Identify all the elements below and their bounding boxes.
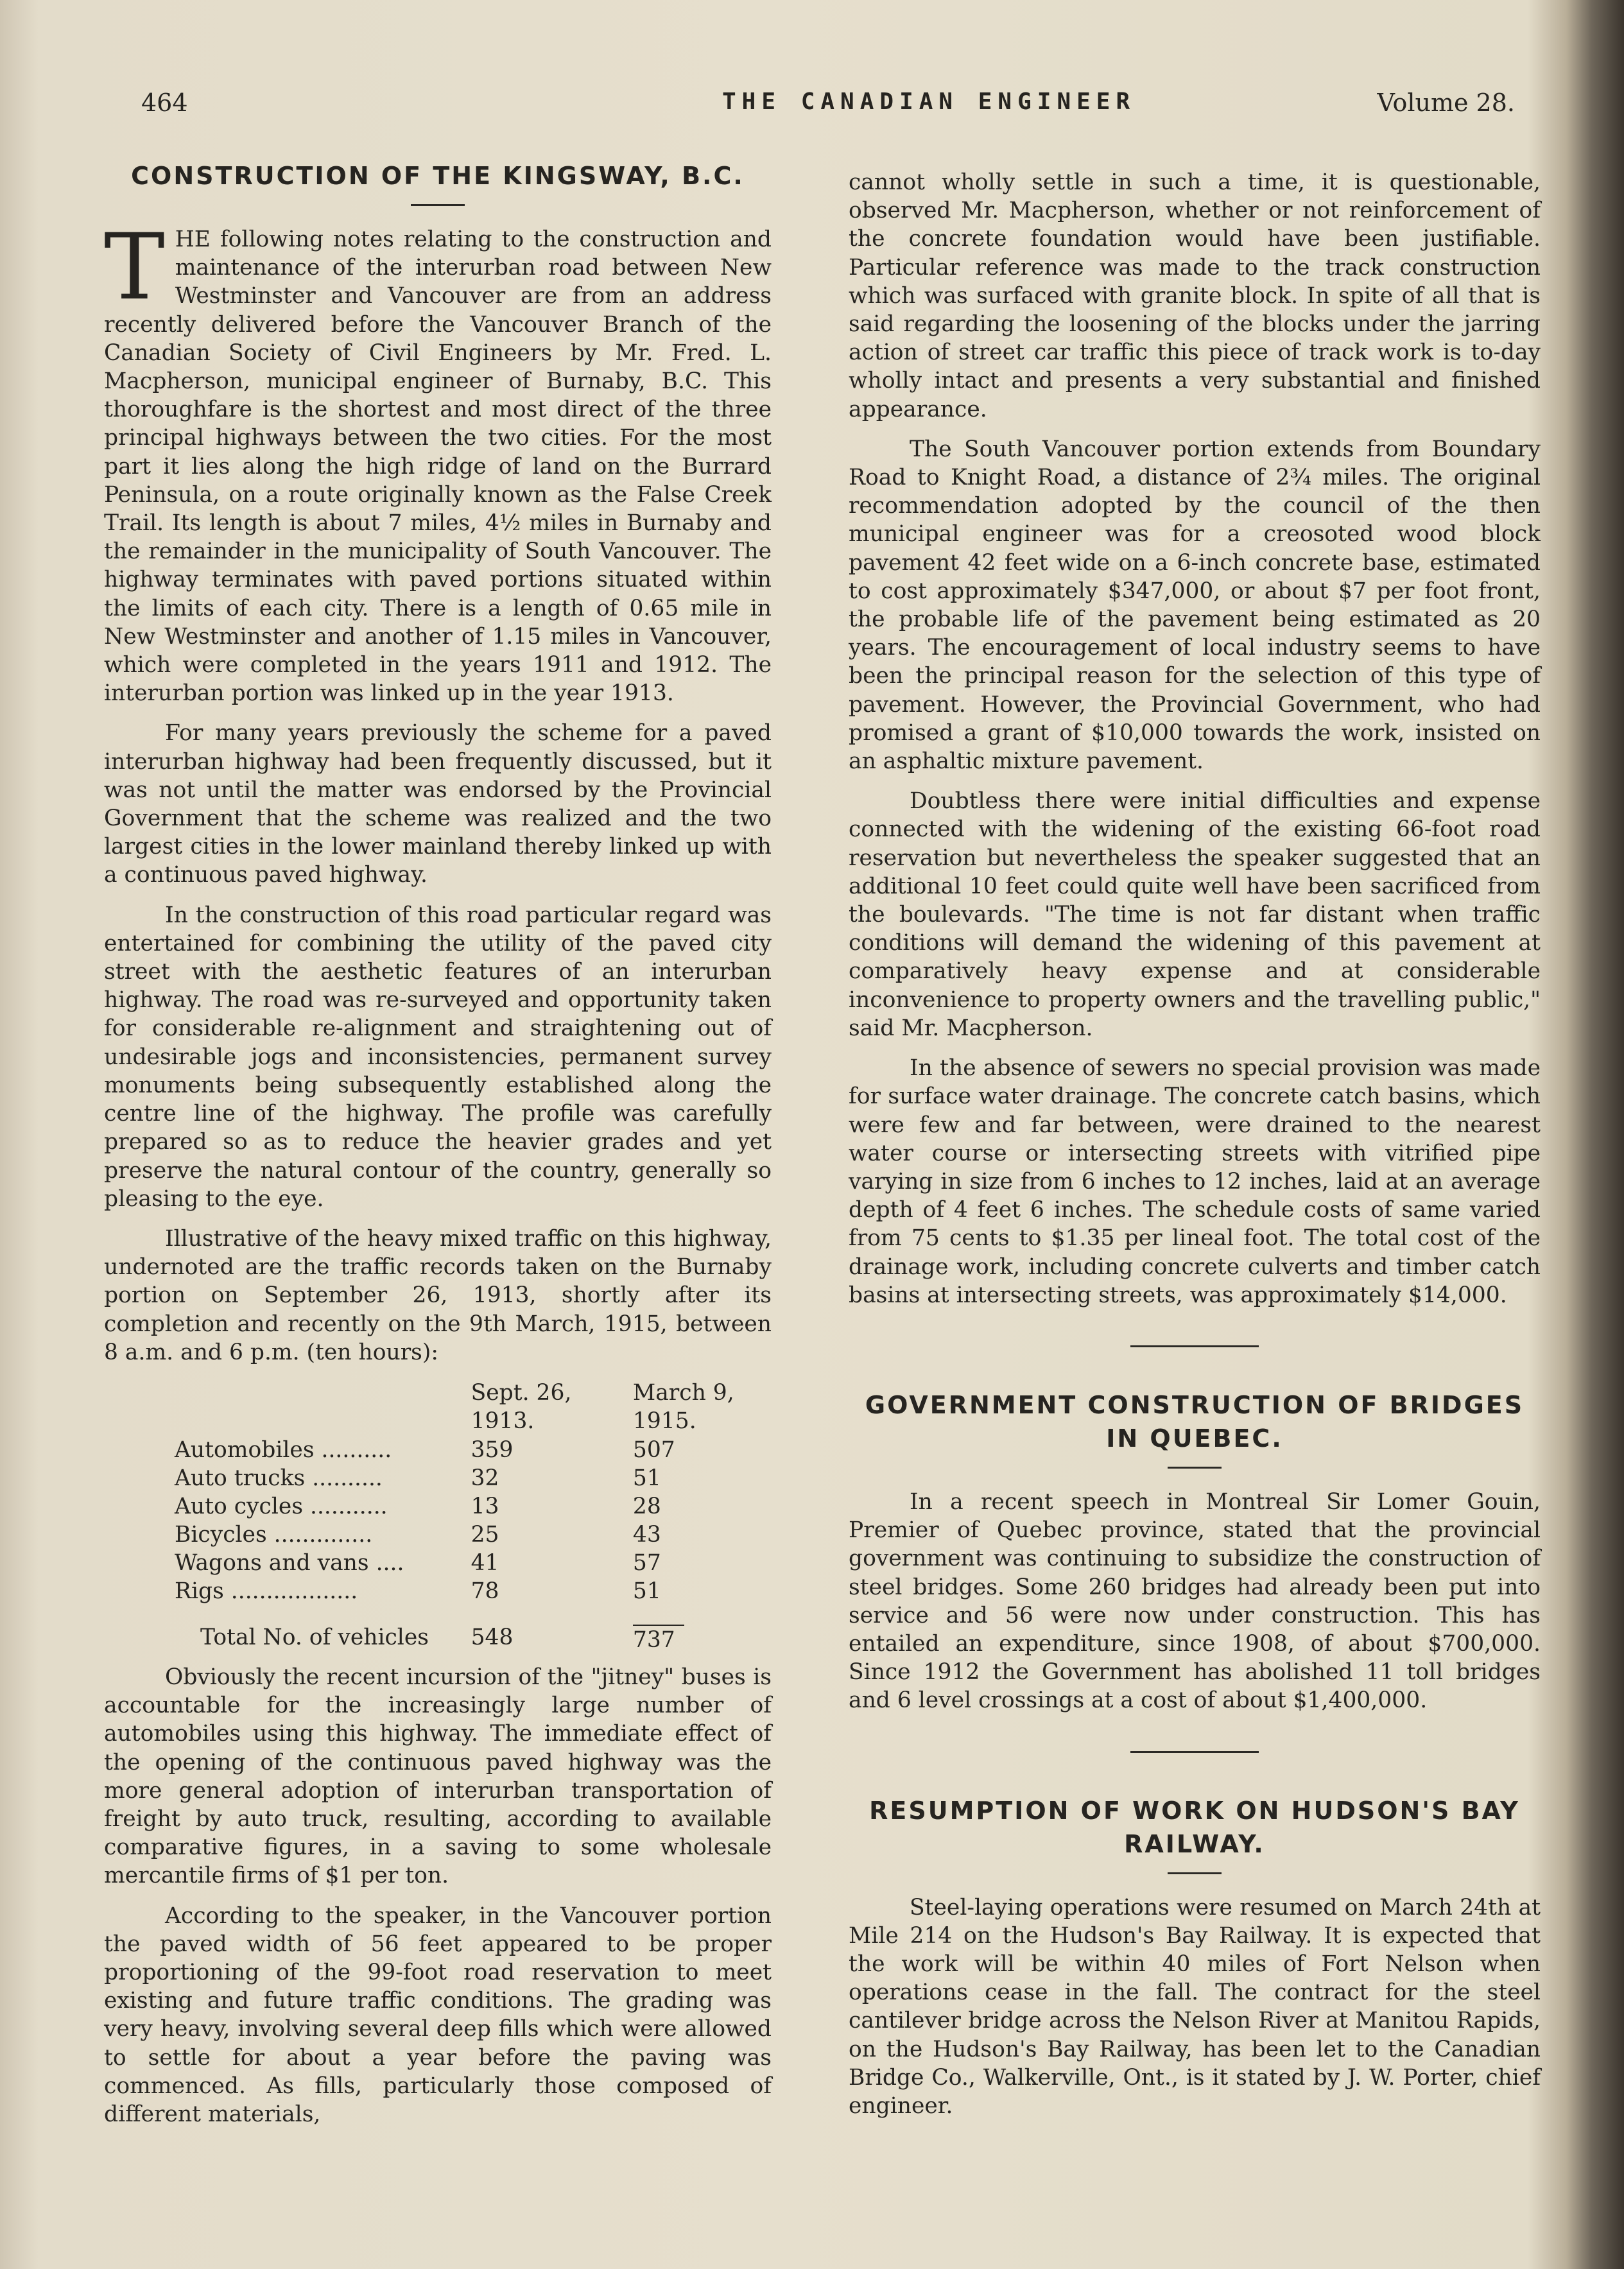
paragraph-text: HE following notes relating to the construction and maintenance of the interurban road between New Westminster and Vancouver are from an address recently delivered before the Vancouver Branch of the Canadian Society of Civil Engineers by Mr. Fred. L. Macpherson, municipal engineer of Burnaby, B.C. This thoroughfare is the shortest and most direct of the three principal highways between the two cities. For the most part it lies along the high ridge of land on the Burrard Peninsula, on a route originally known as the False Creek Trail. Its length is about 7 miles, 4½ miles in Burnaby and the remainder in the municipality of South Vancouver. The highway terminates with paved portions situated within the limits of each city. There is a length of 0.65 mile in New Westminster and another of 1.15 miles in Vancouver, which were completed in the years 1911 and 1912. The interurban portion was linked up in the year 1913. xyxy=(104,227,772,707)
cell-value: 359 xyxy=(471,1436,514,1463)
total-1913: 548 xyxy=(471,1624,514,1650)
table-row xyxy=(175,1549,772,1577)
journal-title: THE CANADIAN ENGINEER xyxy=(722,89,1136,115)
cell-value: 78 xyxy=(471,1578,499,1604)
drop-cap: T xyxy=(104,214,165,320)
cell-value: 13 xyxy=(471,1493,499,1519)
running-header xyxy=(141,89,1515,127)
paragraph: In the construction of this road particular regard was entertained for combining the utility of the paved city street with the aesthetic features of an interurban highway. The road was re-surveyed and opportunity taken for considerable re-alignment and straightening out of undesirable jogs and inconsistencies, permanent survey monuments being subsequently established along the centre line of the highway. The profile was carefully prepared so as to reduce the heavier grades and yet preserve the natural contour of the country, generally so pleasing to the eye. xyxy=(104,902,772,1212)
total-rule xyxy=(633,1625,684,1626)
table-row xyxy=(175,1577,772,1605)
paragraph: For many years previously the scheme for a paved interurban highway had been frequently discussed, but it was not until the matter was endorsed by the Provincial Government that the scheme was realized and the two largest cities in the lower mainland thereby linked up with a continuous paved highway. xyxy=(104,720,772,888)
paragraph: Doubtless there were initial difficulties and expense connected with the widening of the existing 66-foot road reservation but nevertheless the speaker suggested that an additional 10 feet could quite well have been sacrificed from the boulevards. "The time is not far distant when traffic conditions will demand the widening of this pavement at comparatively heavy expense and at considerable inconvenience to property owners and the travelling public," said Mr. Macpherson. xyxy=(849,788,1541,1041)
cell-value: 25 xyxy=(471,1521,499,1548)
cell-value: 32 xyxy=(471,1465,499,1491)
title-rule xyxy=(1168,1872,1222,1874)
cell-value: 41 xyxy=(471,1549,499,1576)
paragraph: According to the speaker, in the Vancouver portion the paved width of 56 feet appeared to be proper proportioning of the 99-foot road reservation to meet existing and future traffic conditions. The grading was very heavy, involving several deep fills which were allowed to settle for about a year before the paving was commenced. As fills, particularly those composed of different materials, xyxy=(104,1902,772,2127)
table-row xyxy=(175,1492,772,1521)
row-label: Bicycles .............. xyxy=(175,1521,373,1548)
left-column xyxy=(104,159,772,2140)
paragraph: In a recent speech in Montreal Sir Lomer Gouin, Premier of Quebec province, stated that the provincial government was continuing to subsidize the construction of steel bridges. Some 260 bridges had already been put into service and 56 were now under construction. This has entailed an expenditure, since 1908, of about $700,000. Since 1912 the Government has abolished 11 toll bridges and 6 level crossings at a cost of about $1,400,000. xyxy=(849,1488,1541,1714)
section-divider xyxy=(1130,1345,1259,1347)
column-header-1913: Sept. 26, 1913. xyxy=(471,1379,572,1434)
total-row xyxy=(175,1605,772,1654)
title-rule xyxy=(1168,1467,1222,1469)
table-header-row xyxy=(175,1378,772,1436)
paragraph: The South Vancouver portion extends from Boundary Road to Knight Road, a distance of 2¾ miles. The original recommendation adopted by the council of the then municipal engineer was for a creosoted wood block pavement 42 feet wide on a 6-inch concrete base, estimated to cost approximately $347,000, or about $7 per foot front, the probable life of the pavement being estimated as 20 years. The encouragement of local industry seems to have been the principal reason for the selection of this type of pavement. However, the Provincial Government, who had promised a grant of $10,000 towards the work, insisted on an asphaltic mixture pavement. xyxy=(849,436,1541,775)
row-label: Automobiles .......... xyxy=(175,1436,392,1463)
row-label: Auto cycles ........... xyxy=(175,1493,388,1519)
paragraph: Obviously the recent incursion of the "jitney" buses is accountable for the increasingly large number of automobiles using this highway. The immediate effect of the opening of the continuous paved highway was the more general adoption of interurban transportation of freight by auto truck, resulting, according to available comparative figures, in a saving to some wholesale mercantile firms of $1 per ton. xyxy=(104,1664,772,1889)
page-number: 464 xyxy=(141,89,188,117)
table-row xyxy=(175,1436,772,1464)
volume-label: Volume 28. xyxy=(1377,89,1515,117)
article-title-quebec-bridges: GOVERNMENT CONSTRUCTION OF BRIDGES IN QUEBEC. xyxy=(865,1390,1525,1453)
cell-value: 57 xyxy=(632,1549,661,1576)
paragraph xyxy=(104,214,772,707)
title-rule xyxy=(411,204,465,206)
row-label: Auto trucks .......... xyxy=(175,1465,383,1491)
right-column xyxy=(849,168,1541,2132)
cell-value: 28 xyxy=(632,1493,661,1519)
section-divider xyxy=(1130,1751,1259,1753)
cell-value: 43 xyxy=(632,1521,661,1548)
article-title-kingsway: CONSTRUCTION OF THE KINGSWAY, B.C. xyxy=(131,162,745,190)
total-label: Total No. of vehicles xyxy=(200,1624,429,1650)
row-label: Wagons and vans .... xyxy=(175,1549,404,1576)
cell-value: 507 xyxy=(632,1436,675,1463)
total-1915: 737 xyxy=(632,1626,675,1653)
column-header-1915: March 9, 1915. xyxy=(632,1379,734,1434)
table-row xyxy=(175,1521,772,1549)
cell-value: 51 xyxy=(632,1465,661,1491)
paragraph: In the absence of sewers no special provision was made for surface water drainage. The concrete catch basins, which were few and far between, were drained to the nearest water course or intersecting streets with vitrified pipe varying in size from 6 inches to 12 inches, laid at an average depth of 4 feet 6 inches. The schedule costs of same varied from 75 cents to $1.35 per lineal foot. The total cost of the drainage work, including concrete culverts and timber catch basins at intersecting streets, was approximately $14,000. xyxy=(849,1055,1541,1308)
traffic-table xyxy=(175,1378,772,1654)
row-label: Rigs .................. xyxy=(175,1578,358,1604)
table-row xyxy=(175,1464,772,1492)
cell-value: 51 xyxy=(632,1578,661,1604)
paragraph: cannot wholly settle in such a time, it is questionable, observed Mr. Macpherson, whether or not reinforcement of the concrete foundation would have been justifiable. Particular reference was made to the track construction which was surfaced with granite block. In spite of all that is said regarding the loosening of the blocks under the jarring action of street car traffic this piece of track work is to-day wholly intact and presents a very substantial and finished appearance. xyxy=(849,169,1541,422)
article-title-hudsons-bay: RESUMPTION OF WORK ON HUDSON'S BAY RAILWAY. xyxy=(869,1796,1520,1858)
paragraph: Illustrative of the heavy mixed traffic on this highway, undernoted are the traffic records taken on the Burnaby portion on September 26, 1913, shortly after its completion and recently on the 9th March, 1915, between 8 a.m. and 6 p.m. (ten hours): xyxy=(104,1225,772,1365)
paragraph: Steel-laying operations were resumed on March 24th at Mile 214 on the Hudson's Bay Railway. It is expected that the work will be within 40 miles of Fort Nelson when operations cease in the fall. The contract for the steel cantilever bridge across the Nelson River at Manitou Rapids, on the Hudson's Bay Railway, has been let to the Canadian Bridge Co., Walkerville, Ont., is it stated by J. W. Porter, chief engineer. xyxy=(849,1894,1541,2119)
